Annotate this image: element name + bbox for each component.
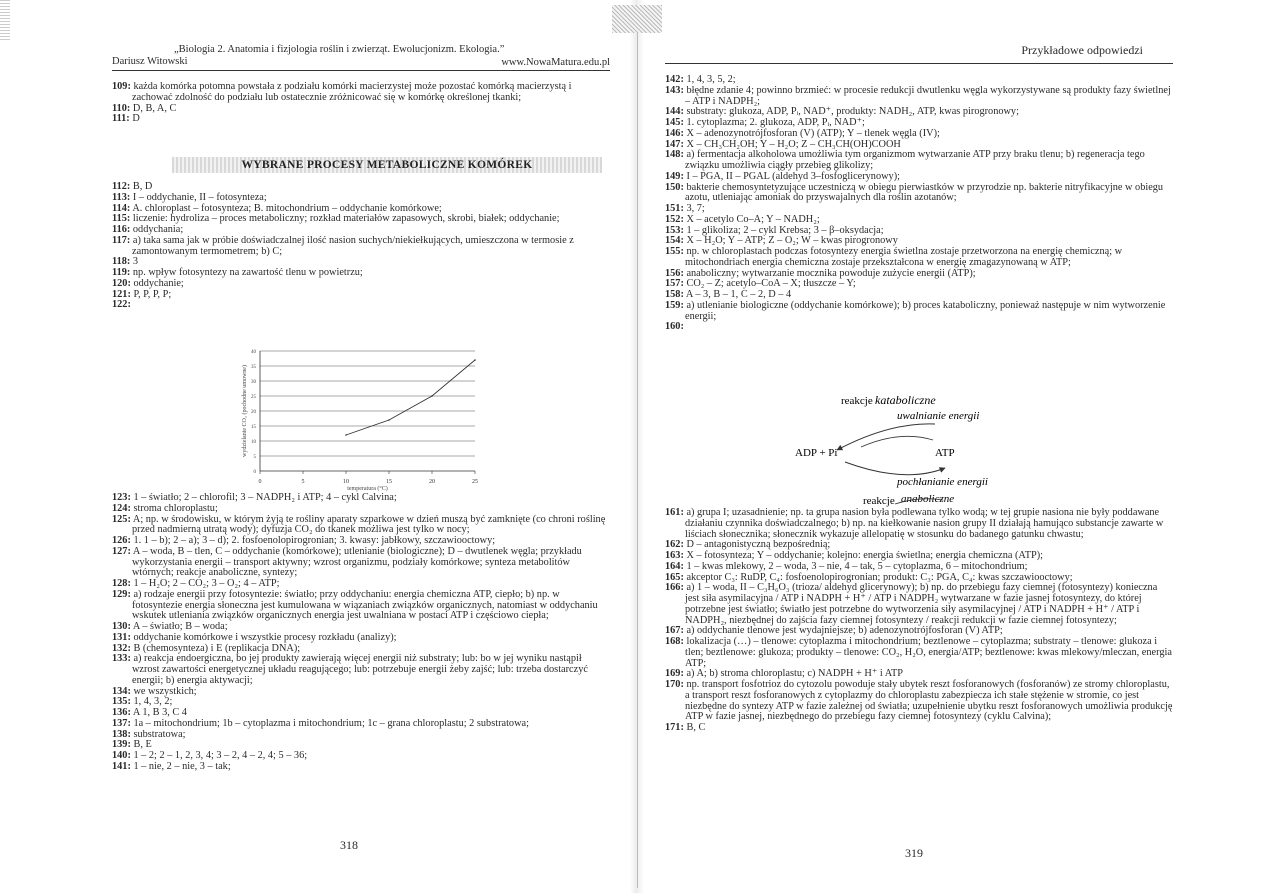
answer-text: każda komórka potomna powstała z podziału komórki macierzystej może pozostać komórką macierzystą i zachować zdolność do podziału lub ostatecznie zróżnicować się w komórkę określonej tkanki; xyxy=(132,81,572,103)
gutter-fold-line xyxy=(637,18,638,888)
answer-number: 114: xyxy=(112,202,131,214)
answer-number: 118: xyxy=(112,256,131,268)
answer-number: 136: xyxy=(112,707,131,718)
energy-reactions-diagram xyxy=(795,392,1035,512)
answer-text: A; np. w środowisku, w którym żyją te rośliny aparaty szparkowe w dzień muszą być zamknięte (co chroni roślinę przed nadmierną utratą wody); dyfuzja CO₂ do tkanek możliwa jest tylko w nocy; xyxy=(132,513,606,536)
answer-text: oddychania; xyxy=(132,224,184,235)
answer-number: 147: xyxy=(665,138,684,150)
answer-number: 116: xyxy=(112,224,131,235)
answer-number: 150: xyxy=(665,181,684,193)
answer-number: 149: xyxy=(665,170,684,182)
header-rule xyxy=(112,70,610,71)
answer-number: 141: xyxy=(112,760,131,772)
answer-text: 1 – światło; 2 – chlorofil; 3 – NADPH₂ i ATP; 4 – cykl Calvina; xyxy=(133,492,397,503)
answer-number: 159: xyxy=(665,299,684,311)
answer-text: X – H₂O; Y – ATP; Z – O₂; W – kwas pirogronowy xyxy=(686,235,898,247)
page-number: 318 xyxy=(340,838,358,852)
chart-y-tick-label: 0 xyxy=(253,470,256,475)
answer-number: 168: xyxy=(665,636,684,647)
answer-item xyxy=(665,247,1173,269)
answer-number: 152: xyxy=(665,213,684,225)
answer-text: B (chemosynteza) i E (replikacja DNA); xyxy=(133,642,301,654)
diagram-label-pochlanianie: pochłanianie energii xyxy=(897,476,988,488)
answer-item xyxy=(112,547,610,579)
answers-list-bottom xyxy=(112,493,610,773)
answer-number: 166: xyxy=(665,582,684,594)
answer-number: 117: xyxy=(112,234,131,246)
answer-number: 135: xyxy=(112,696,131,708)
answer-text: 1, 4, 3, 2; xyxy=(133,696,173,708)
answer-number: 151: xyxy=(665,203,684,214)
answer-text: A. chloroplast – fotosynteza; B. mitochondrium – oddychanie komórkowe; xyxy=(132,202,442,214)
answer-number: 163: xyxy=(665,550,684,561)
answer-number: 160: xyxy=(665,321,684,333)
answer-number: 109: xyxy=(112,81,131,92)
answer-text: oddychanie; xyxy=(133,277,184,289)
answers-list-bottom xyxy=(665,508,1173,734)
chart-y-tick-label: 30 xyxy=(251,380,256,385)
answer-number: 161: xyxy=(665,507,684,518)
diagram-label-atp: ATP xyxy=(935,447,955,459)
answer-text: we wszystkich; xyxy=(133,685,197,697)
diagram-label-reakcje-top: reakcje xyxy=(841,395,873,407)
answer-text: np. wpływ fotosyntezy na zawartość tlenu w powietrzu; xyxy=(132,267,363,278)
answer-text: a) oddychanie tlenowe jest wydajniejsze; b) adenozynotrójfosforan (V) ATP; xyxy=(686,625,1003,637)
answer-number: 122: xyxy=(112,299,131,311)
page-number: 319 xyxy=(905,846,923,860)
answer-text: a) A; b) stroma chloroplastu; c) NADPH + H⁺ i ATP xyxy=(686,668,904,680)
answer-text: akceptor C₃: RuDP, C₄: fosfoenolopirogronian; produkt: C₃: PGA, C₄: kwas szczawiooctowy; xyxy=(686,571,1073,583)
answer-number: 157: xyxy=(665,278,684,290)
answer-number: 121: xyxy=(112,288,131,300)
book-title-header: „Biologia 2. Anatomia i fizjologia roślin i zwierząt. Ewolucjonizm. Ekologia.” xyxy=(174,44,505,55)
answer-item xyxy=(665,150,1173,172)
answer-item xyxy=(112,300,610,311)
chart-series-line xyxy=(346,360,475,435)
answer-item xyxy=(112,730,610,741)
answer-item xyxy=(665,583,1173,626)
chart-x-tick-label: 25 xyxy=(472,479,478,485)
website-header: www.NowaMatura.edu.pl xyxy=(501,57,610,68)
answer-item xyxy=(112,654,610,686)
chart-ticks xyxy=(251,350,478,485)
answer-number: 123: xyxy=(112,492,131,503)
chart-y-tick-label: 35 xyxy=(251,365,256,370)
answer-item xyxy=(112,268,610,279)
scan-edge-artifact xyxy=(0,0,10,40)
lower-arrow xyxy=(845,462,945,475)
answer-text: D xyxy=(132,113,140,125)
answer-number: 110: xyxy=(112,102,131,114)
chart-x-tick-label: 20 xyxy=(429,479,435,485)
answer-text: a) utlenianie biologiczne (oddychanie komórkowe); b) proces kataboliczny, ponieważ następuje w nim wytworzenie energii; xyxy=(685,299,1166,322)
answer-text: A 1, B 3, C 4 xyxy=(132,707,187,718)
answer-number: 134: xyxy=(112,685,131,697)
answer-item xyxy=(112,687,610,698)
chart-data-point xyxy=(345,434,347,436)
chart-series-line xyxy=(345,359,476,436)
diagram-label-adp: ADP + Pi xyxy=(795,447,838,459)
chart-y-tick-label: 5 xyxy=(253,455,256,460)
answer-text: bakterie chemosyntetyzujące uczestniczą w obiegu pierwiastków w przyrodzie np. bakterie nitryfikacyjne w obiegu azotu, utleniając amoniak do przyswajalnych dla roślin azotanów; xyxy=(685,181,1164,204)
answer-text: X – acetylo Co–A; Y – NADH₂; xyxy=(686,213,820,225)
answer-number: 137: xyxy=(112,717,131,729)
chart-x-axis-label: temperatura (°C) xyxy=(347,486,388,492)
answer-number: 171: xyxy=(665,722,684,733)
answer-number: 127: xyxy=(112,545,131,557)
answer-text: X – CH₃CH₂OH; Y – H₂O; Z – CH₃CH(OH)COOH xyxy=(686,138,901,150)
answer-text: 3, 7; xyxy=(686,203,705,214)
chart-y-tick-label: 40 xyxy=(251,350,256,355)
answer-number: 156: xyxy=(665,267,684,279)
answer-number: 155: xyxy=(665,246,684,257)
chart-data-point xyxy=(388,419,390,421)
answer-item xyxy=(665,680,1173,723)
answer-text: P, P, P, P; xyxy=(133,288,172,300)
chart-y-tick-label: 25 xyxy=(251,395,256,400)
answer-text: a) rodzaje energii przy fotosyntezie: światło; przy oddychaniu: energia chemiczna ATP, ciepło; b) np. w fotosyntezie energia słoneczna jest kumulowana w wiązaniach związków organicznych, natomiast w oddychaniu wskutek utleniania związków organicznych energia jest uwalniana w postaci ATP i częściowo ciepła; xyxy=(132,588,598,622)
answer-item xyxy=(112,104,610,115)
answer-item xyxy=(112,719,610,730)
right-page xyxy=(665,0,1173,893)
answer-item xyxy=(665,86,1173,108)
answer-item xyxy=(112,82,610,104)
answer-text: 1. 1 – b); 2 – a); 3 – d); 2. fosfoenolopirogronian; 3. kwasy: jabłkowy, szczawiooctowy; xyxy=(133,535,496,546)
answer-item xyxy=(112,762,610,773)
diagram-label-reakcje-bottom: reakcje xyxy=(863,495,895,507)
answer-text: 1a – mitochondrium; 1b – cytoplazma i mitochondrium; 1c – grana chloroplastu; 2 substratowa; xyxy=(133,717,529,729)
answers-list-mid xyxy=(112,182,610,311)
chart-y-axis-label: wydzielanie CO₂ (pochodne umowne) xyxy=(242,365,248,457)
answer-text: 3 xyxy=(132,256,139,268)
answer-item xyxy=(665,301,1173,323)
chart-y-tick-label: 15 xyxy=(251,425,256,430)
answer-text: substratowa; xyxy=(133,728,186,740)
answer-text: lokalizacja (…) – tlenowe: cytoplazma i mitochondrium; beztlenowe – cytoplazma; substraty – tlenowe: glukoza i tlen; beztlenowe: glukoza; produkty – tlenowe: CO₂, H₂O, energia/ATP; beztlenowe: kwas mlekowy/mleczan, energia ATP; xyxy=(685,636,1172,669)
answer-text: D – antagonistyczną bezpośrednią; xyxy=(686,539,831,551)
chart-grid xyxy=(260,351,475,456)
chart-y-tick-label: 10 xyxy=(251,440,256,445)
answer-number: 146: xyxy=(665,127,684,139)
answer-text: B, C xyxy=(686,722,706,733)
answer-text: a) 1 – woda, II – C₃H₆O₃ (trioza/ aldehyd glicerynowy); b) np. do przebiegu fazy ciemnej (fotosyntezy) konieczna jest siła asymilacyjna / ATP i NADPH + H⁺ / ATP i NADPH₂ wytwarzane w fazie jasnej fotosyntezy, do której potrzebne jest światło; światło jest potrzebne do wytworzenia siły asymilacyjnej / ATP i NADPH + H⁺ / ATP i NADPH₂, niezbędnej do zajścia fazy ciemnej fotosyntezy / reakcji redukcji w fazie ciemnej fotosyntezy; xyxy=(685,582,1158,626)
chart-x-tick-label: 15 xyxy=(386,479,392,485)
answer-text: X – fotosynteza; Y – oddychanie; kolejno: energia świetlna; energia chemiczna (ATP); xyxy=(686,550,1044,561)
answer-text: 1. cytoplazma; 2. glukoza, ADP, Pᵢ, NAD⁺; xyxy=(686,117,865,128)
chart-y-tick-label: 20 xyxy=(251,410,256,415)
answer-text: A – woda, B – tlen, C – oddychanie (komórkowe); utlenianie (biologiczne); D – dwutlenek węgla; przykładu wykorzystania energii – transport aktywny; wzrost organizmu, podziały komórkowe; synteza metabolitów wtórnych; reakcje anaboliczne, syntezy; xyxy=(132,545,582,579)
section-header: Przykładowe odpowiedzi xyxy=(1021,43,1143,57)
answer-number: 115: xyxy=(112,213,131,225)
answer-text: a) fermentacja alkoholowa umożliwia tym organizmom wytwarzanie ATP przy braku tlenu; b) regeneracja tego związku umożliwia ciągły przebieg glikolizy; xyxy=(685,149,1145,171)
answer-item xyxy=(112,114,610,125)
answer-text: a) grupa I; uzasadnienie; np. ta grupa nasion była podlewana tylko wodą; w tej grupie nasiona nie były poddawane działaniu czynnika doświadczalnego; b) np. na kiełkowanie nasion grupy II działają hamująco substancje zawarte w liściach słonecznika; słonecznik wykazuje allelopatię w stosunku do badanego gatunku chwastu; xyxy=(685,507,1164,540)
answer-number: 128: xyxy=(112,578,131,589)
diagram-label-anaboliczne: anaboliczne xyxy=(901,493,955,505)
chart-data-point xyxy=(431,395,433,397)
answer-number: 112: xyxy=(112,181,131,192)
answer-text: A – 3, B – 1, C – 2, D – 4 xyxy=(685,289,792,300)
upper-small-arc xyxy=(861,436,933,447)
answer-item xyxy=(112,515,610,537)
answer-number: 143: xyxy=(665,84,684,96)
answer-number: 111: xyxy=(112,113,130,125)
answer-text: a) taka sama jak w próbie doświadczalnej ilość nasion suchych/niekiełkujących, umieszczona w termosie z zamontowanym termometrem; b) C; xyxy=(132,234,574,257)
answer-text: D, B, A, C xyxy=(132,102,177,114)
answer-item xyxy=(665,322,1173,333)
header-rule xyxy=(665,63,1173,64)
answer-text: substraty: glukoza, ADP, Pᵢ, NAD⁺, produkty: NADH₂, ATP, kwas pirogronowy; xyxy=(686,106,1019,118)
answer-text: 1 – nie, 2 – nie, 3 – tak; xyxy=(133,760,231,772)
answer-number: 126: xyxy=(112,535,131,546)
left-page xyxy=(112,0,610,893)
answer-number: 140: xyxy=(112,750,131,761)
answers-list-top xyxy=(665,75,1173,333)
co2-temperature-chart xyxy=(240,343,510,493)
answer-number: 139: xyxy=(112,739,131,751)
answer-number: 164: xyxy=(665,560,684,572)
answer-number: 142: xyxy=(665,74,684,85)
answer-item xyxy=(665,508,1173,540)
answer-number: 119: xyxy=(112,267,131,278)
answer-number: 153: xyxy=(665,224,684,236)
answer-number: 148: xyxy=(665,149,684,161)
chart-data-point xyxy=(474,359,476,361)
answers-list-top xyxy=(112,82,610,125)
answer-number: 133: xyxy=(112,653,131,665)
answer-number: 130: xyxy=(112,621,131,632)
answer-text: 1 – 2; 2 – 1, 2, 3, 4; 3 – 2, 4 – 2, 4; 5 – 36; xyxy=(133,750,308,761)
answer-number: 145: xyxy=(665,117,684,128)
answer-text: np. w chloroplastach podczas fotosyntezy energia świetlna zostaje przetworzona na energię chemiczną; w mitochondriach energia chemiczna zostaje przekształcona w energię zmagazynowaną w ATP; xyxy=(685,246,1123,268)
answer-text: 1 – H₂O; 2 – CO₂; 3 – O₂; 4 – ATP; xyxy=(133,578,280,589)
answer-text: liczenie: hydroliza – proces metaboliczny; rozkład materiałów zapasowych, skrobi, białek; oddychanie; xyxy=(132,213,560,225)
chart-x-tick-label: 5 xyxy=(301,479,305,485)
answer-number: 131: xyxy=(112,631,131,643)
answer-number: 169: xyxy=(665,668,684,680)
answer-text: anaboliczny; wytwarzanie mocznika powoduje zużycie energii (ATP); xyxy=(686,267,976,279)
answer-number: 162: xyxy=(665,539,684,551)
chart-axes xyxy=(260,351,475,474)
answer-text: np. transport fosfotrioz do cytozolu powoduje stały ubytek reszt fosforanowych (fosforanów) ze stromy chloroplastu, a transport reszt fosforanowych z cytoplazmy do chloroplastu zabezpiecza ich stałe stężenie w stromie, co jest niezbędne do syntezy ATP w fazie zależnej od światła; uzupełnienie ubytku reszt fosforanowych umożliwia produkcję ATP w fazie jasnej, niezbędnego do przebiegu fazy ciemnej fotosyntezy (cyklu Calvina); xyxy=(685,679,1173,723)
answer-item xyxy=(112,236,610,258)
answer-text: błędne zdanie 4; powinno brzmieć: w procesie redukcji dwutlenku węgla wykorzystywane są produkty fazy świetlnej – ATP i NADPH₂; xyxy=(685,84,1171,107)
answer-item xyxy=(112,214,610,225)
diagram-label-kataboliczne: kataboliczne xyxy=(875,393,936,407)
answer-item xyxy=(665,723,1173,734)
answer-number: 132: xyxy=(112,642,131,654)
answer-text: B, E xyxy=(133,739,152,751)
answer-number: 167: xyxy=(665,625,684,637)
answer-number: 138: xyxy=(112,728,131,740)
answer-item xyxy=(112,590,610,622)
answer-number: 124: xyxy=(112,502,131,514)
answer-text: X – adenozynotrójfosforan (V) (ATP); Y – tlenek węgla (IV); xyxy=(686,127,940,139)
answer-number: 158: xyxy=(665,289,684,300)
answer-number: 165: xyxy=(665,571,684,583)
answer-text: I – oddychanie, II – fotosynteza; xyxy=(132,191,267,203)
answer-number: 129: xyxy=(112,588,131,600)
answer-text: oddychanie komórkowe i wszystkie procesy rozkładu (analizy); xyxy=(133,631,397,643)
author-header: Dariusz Witowski xyxy=(112,56,188,67)
answer-text: A – światło; B – woda; xyxy=(132,621,228,632)
answer-number: 125: xyxy=(112,513,131,525)
answer-text: a) reakcja endoergiczna, bo jej produkty zawierają więcej energii niż substraty; lub: bo w jej wyniku nastąpił wzrost zawartości energetycznej układu reagującego; lub: potrzebuje energii żeby zajść; lub: trzeba dostarczyć energii; b) energia aktywacji; xyxy=(132,653,588,686)
diagram-label-uwalnianie: uwalnianie energii xyxy=(897,410,980,422)
answer-number: 113: xyxy=(112,191,131,203)
answer-text: 1 – kwas mlekowy, 2 – woda, 3 – nie, 4 – tak, 5 – cytoplazma, 6 – mitochondrium; xyxy=(686,560,1028,572)
answer-number: 120: xyxy=(112,277,131,289)
answer-text: 1, 4, 3, 5, 2; xyxy=(686,74,736,85)
chart-x-tick-label: 10 xyxy=(343,479,349,485)
answer-number: 170: xyxy=(665,679,684,690)
binding-artifact xyxy=(612,5,662,33)
answer-text: B, D xyxy=(132,181,153,192)
answer-text: stroma chloroplastu; xyxy=(133,502,218,514)
answer-number: 144: xyxy=(665,106,684,118)
answer-text: 1 – glikoliza; 2 – cykl Krebsa; 3 – β–oksydacja; xyxy=(686,224,884,236)
answer-item xyxy=(665,637,1173,669)
chart-x-tick-label: 0 xyxy=(258,479,262,485)
answer-text: CO₂ – Z; acetylo–CoA – X; tłuszcze – Y; xyxy=(686,278,856,290)
answer-number: 154: xyxy=(665,235,684,247)
section-title: WYBRANE PROCESY METABOLICZNE KOMÓREK xyxy=(172,157,602,173)
answer-text: I – PGA, II – PGAL (aldehyd 3–fosfoglicerynowy); xyxy=(686,170,900,182)
answer-item xyxy=(112,279,610,290)
answer-item xyxy=(112,290,610,301)
answer-item xyxy=(665,183,1173,205)
